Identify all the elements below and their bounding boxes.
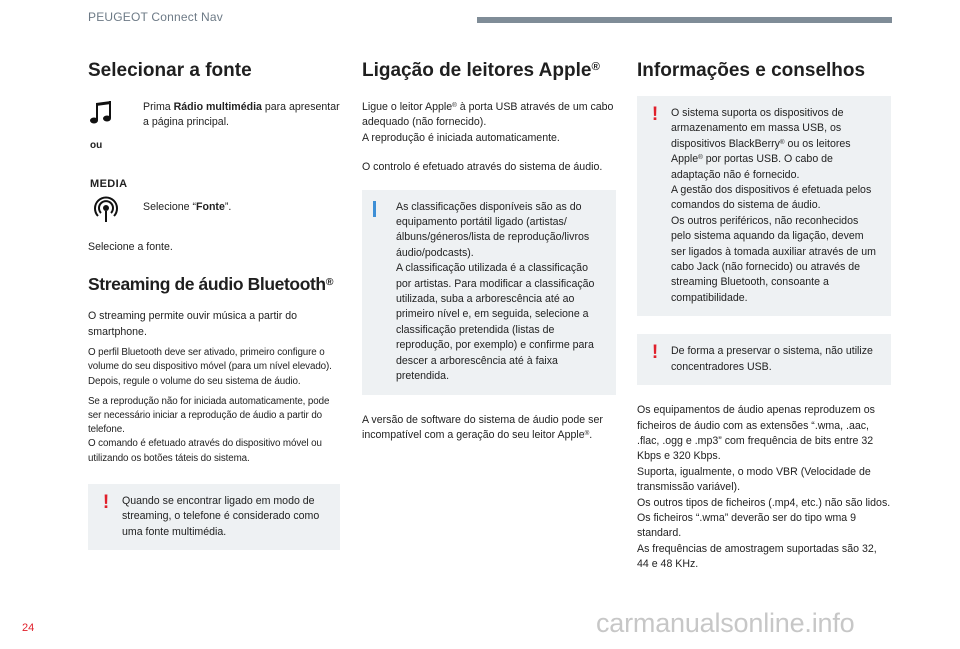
source-step-fonte <box>88 198 340 240</box>
warning-text-hubs: De forma a preservar o sistema, não utilize concentradores USB. <box>671 345 873 373</box>
column-info-advice <box>637 60 891 573</box>
source-step-media <box>88 100 340 198</box>
step-press-radio: Prima Rádio multimédia para apresentar a página principal. <box>143 101 340 129</box>
info-icon <box>373 201 376 217</box>
step-select-fonte: Selecione “Fonte”. <box>143 201 232 213</box>
warning-text: Quando se encontrar ligado em modo de streaming, o telefone é considerado como uma fonte multimédia. <box>122 494 320 538</box>
header-bar <box>477 17 892 23</box>
exclamation-icon: ! <box>651 104 659 125</box>
heading-apple-players: Ligação de leitores Apple® <box>362 60 600 81</box>
info-text-1: As classificações disponíveis são as do equipamento portátil ligado (artistas/ álbuns/géneros/lista de reprodução/livros áudio/podcasts). <box>396 200 590 259</box>
apple-paragraph-3: A versão de software do sistema de áudio pode ser incompatível com a geração do seu leitor Apple®. <box>362 413 603 441</box>
header-title: PEUGEOT Connect Nav <box>88 10 223 24</box>
bt-paragraph-2: O perfil Bluetooth deve ser ativado, primeiro configure o volume do seu dispositivo móvel (para um nível elevado). Depois, regule o volume do seu sistema de áudio. <box>88 347 332 387</box>
heading-select-source: Selecionar a fonte <box>88 60 252 81</box>
formats-paragraph: Os equipamentos de áudio apenas reproduzem os ficheiros de áudio com as extensões “.wma, .aac, .flac, .ogg e .mp3” com frequência de bits entre 32 Kbps e 320 Kbps. Suporta, igualmente, o modo VBR (Velocidade de transmissão variável). Os outros tipos de ficheiros (.mp4, etc.) não são lidos. Os ficheiros “.wma” deverão ser do tipo wma 9 standard. As frequências de amostragem suportadas são 32, 44 e 48 KHz. <box>637 404 891 571</box>
info-box-classifications <box>362 190 616 395</box>
warning-box-streaming <box>88 484 340 550</box>
heading-bluetooth-streaming: Streaming de áudio Bluetooth® <box>88 274 334 295</box>
heading-info-advice: Informações e conselhos <box>637 60 866 81</box>
warning-text-1: O sistema suporta os dispositivos de armazenamento em massa USB, os dispositivos BlackBerry® ou os leitores Apple® por portas USB. O cabo de adaptação não é fornecido. <box>671 107 851 181</box>
exclamation-icon: ! <box>651 342 659 364</box>
warning-box-usb-hubs <box>637 334 891 385</box>
bt-paragraph-3: Se a reprodução não for iniciada automaticamente, pode ser necessário iniciar a reprodução de áudio a partir do telefone. O comando é efetuado através do dispositivo móvel ou utilizando os botões táteis do sistema. <box>88 395 330 464</box>
radio-antenna-icon <box>91 195 121 230</box>
warning-text-3: Os outros periféricos, não reconhecidos pelo sistema aquando da ligação, devem ser ligados à tomada auxiliar através de um cabo Jack (não fornecido) ou através de streaming Bluetooth, consoante a compatibilidade. <box>671 214 876 304</box>
or-label: ou <box>90 140 103 151</box>
watermark: carmanualsonline.info <box>596 608 855 638</box>
apple-paragraph-1: Ligue o leitor Apple® à porta USB através de um cabo adequado (não fornecido). A reprodução é iniciada automaticamente. <box>362 101 614 144</box>
warning-box-usb-devices <box>637 96 891 316</box>
exclamation-icon: ! <box>102 491 110 513</box>
info-text-2: A classificação utilizada é a classificação por artistas. Para modificar a classificação utilizada, suba a arborescência até ao primeiro nível e, em seguida, selecione a classificação pretendida (listas de reprodução, por exemplo) e confirme para descer a arborescência até à faixa pretendida. <box>396 262 595 383</box>
music-note-icon <box>88 100 124 133</box>
page-number: 24 <box>22 622 35 634</box>
column-select-source <box>88 60 340 550</box>
warning-text-2: A gestão dos dispositivos é efetuada pelos comandos do sistema de áudio. <box>671 184 872 212</box>
apple-paragraph-2: O controlo é efetuado através do sistema de áudio. <box>362 161 603 174</box>
bt-paragraph-1: O streaming permite ouvir música a partir do smartphone. <box>88 310 298 338</box>
column-apple-players <box>362 60 616 443</box>
step-select-source: Selecione a fonte. <box>88 241 173 253</box>
media-label: MEDIA <box>90 178 128 190</box>
